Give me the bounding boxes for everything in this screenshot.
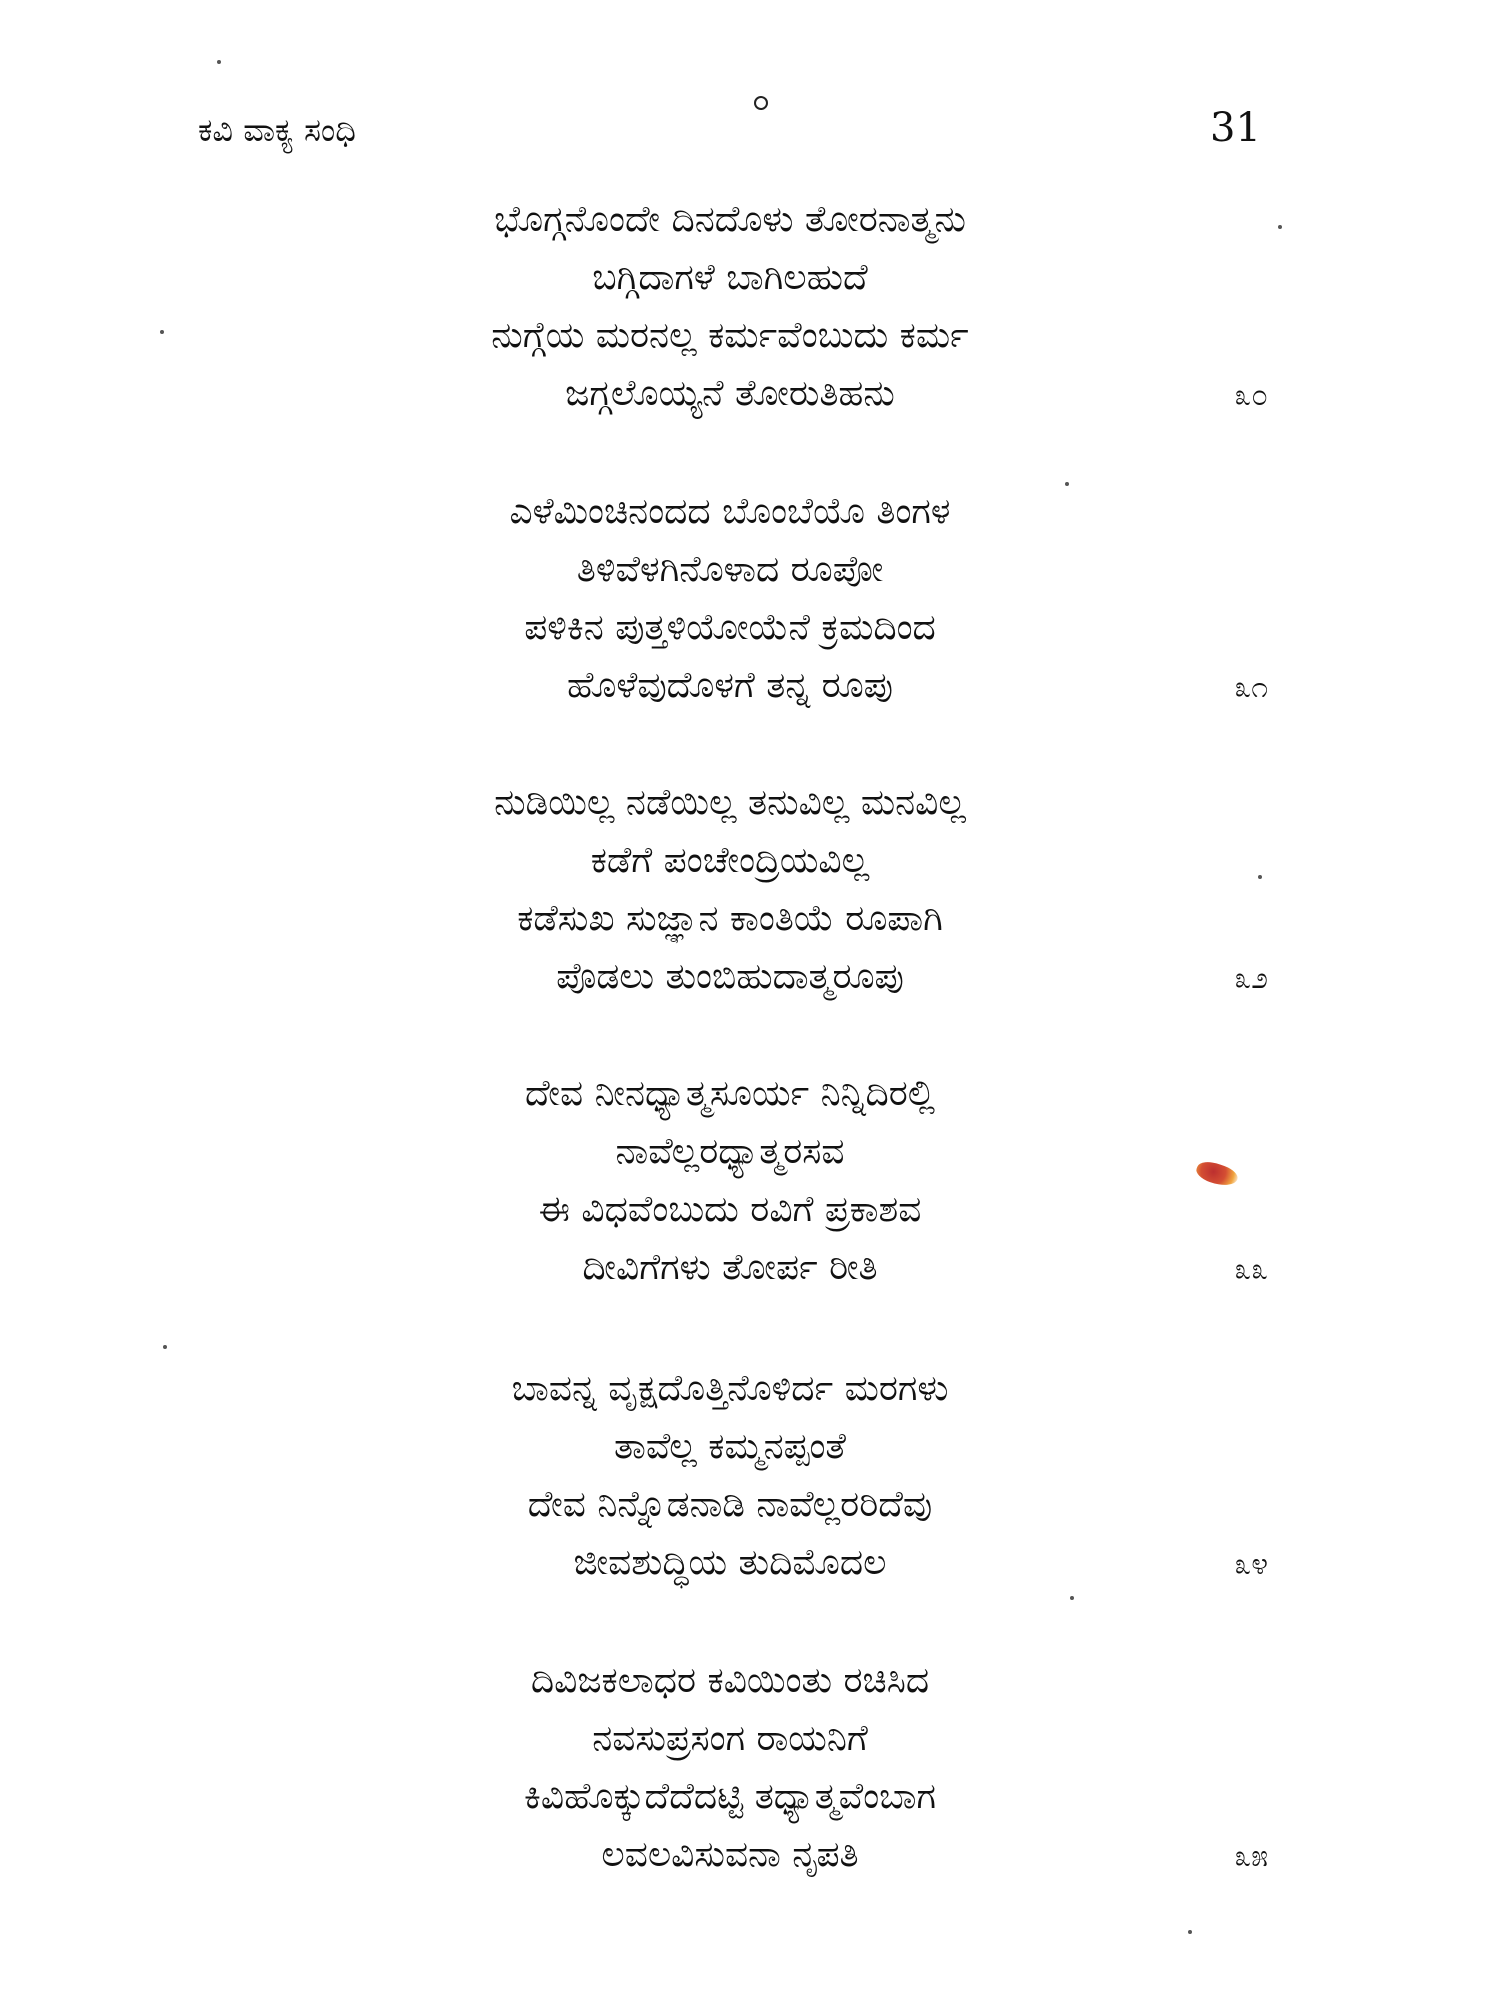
stanza-line: ಜಗ್ಗಲೊಯ್ಯನೆ ತೋರುತಿಹನು xyxy=(565,373,895,414)
stanza-line: ಪೊಡಲು ತುಂಬಿಹುದಾತ್ಮರೂಪು xyxy=(556,956,904,997)
verse-number: ೩೦ xyxy=(1234,378,1268,413)
stanza-line: ಎಳೆಮಿಂಚಿನಂದದ ಬೊಂಬೆಯೊ ತಿಂಗಳ xyxy=(509,491,951,532)
stanza-line: ಕಿವಿಹೊಕ್ಕುದೆದೆದಟ್ಟಿ ತಧ್ಯಾತ್ಮವೆಂಬಾಗ xyxy=(524,1776,936,1817)
stanza-line: ಲವಲವಿಸುವನಾ ನೃಪತಿ xyxy=(601,1834,859,1875)
stanza-line: ನುಗ್ಗೆಯ ಮರನಲ್ಲ ಕರ್ಮವೆಂಬುದು ಕರ್ಮ xyxy=(491,315,969,356)
stanza-line: ದಿವಿಜಕಲಾಧರ ಕವಿಯಿಂತು ರಚಿಸಿದ xyxy=(530,1660,930,1701)
stanza-line: ಕಡೆಗೆ ಪಂಚೇಂದ್ರಿಯವಿಲ್ಲ xyxy=(590,840,870,881)
top-mark xyxy=(754,96,768,110)
stanza-line: ತಾವೆಲ್ಲ ಕಮ್ಮನಪ್ಪಂತೆ xyxy=(614,1426,846,1467)
verse-number: ೩೩ xyxy=(1234,1252,1268,1287)
dust-speck xyxy=(217,60,221,64)
dust-speck xyxy=(160,330,164,334)
dust-speck xyxy=(1278,225,1282,229)
stanza-line: ಬಾವನ್ನ ವೃಕ್ಷದೊತ್ತಿನೊಳಿರ್ದ ಮರಗಳು xyxy=(511,1368,949,1409)
dust-speck xyxy=(1258,875,1262,879)
stanza-line: ನುಡಿಯಿಲ್ಲ ನಡೆಯಿಲ್ಲ ತನುವಿಲ್ಲ ಮನವಿಲ್ಲ xyxy=(494,782,966,823)
stanza-line: ದೇವ ನೀನಧ್ಯಾತ್ಮಸೂರ್ಯ ನಿನ್ನಿದಿರಲ್ಲಿ xyxy=(524,1073,936,1114)
stanza-line: ಜೀವಶುದ್ಧಿಯ ತುದಿಮೊದಲ xyxy=(573,1542,887,1583)
dust-speck xyxy=(1070,1596,1074,1600)
stanza-line: ತಿಳಿವೆಳಗಿನೊಳಾದ ರೂಪೋ xyxy=(576,549,884,590)
stanza-line: ಕಡೆಸುಖ ಸುಜ್ಞಾನ ಕಾಂತಿಯೆ ರೂಪಾಗಿ xyxy=(517,898,943,939)
dust-speck xyxy=(1188,1930,1192,1934)
stanza-line: ಈ ವಿಧವೆಂಬುದು ರವಿಗೆ ಪ್ರಕಾಶವ xyxy=(538,1189,922,1230)
stanza-line: ಹೊಳೆವುದೊಳಗೆ ತನ್ನ ರೂಪು xyxy=(567,665,893,706)
stanza-line: ಭೊಗ್ಗನೊಂದೇ ದಿನದೊಳು ತೋರನಾತ್ಮನು xyxy=(494,199,966,240)
dust-speck xyxy=(163,1345,167,1349)
verse-number: ೩೪ xyxy=(1234,1547,1268,1582)
stanza-line: ಬಗ್ಗಿದಾಗಳೆ ಬಾಗಿಲಹುದೆ xyxy=(592,257,868,298)
dust-speck xyxy=(1065,482,1069,486)
stanza-line: ನಾವೆಲ್ಲರಧ್ಯಾತ್ಮರಸವ xyxy=(615,1131,845,1172)
ink-stain xyxy=(1194,1157,1240,1190)
verse-number: ೩೫ xyxy=(1234,1839,1268,1874)
verse-number: ೩೨ xyxy=(1234,961,1268,996)
stanza-line: ನವಸುಪ್ರಸಂಗ ರಾಯನಿಗೆ xyxy=(592,1718,868,1759)
running-header-title: ಕವಿ ವಾಕ್ಯ ಸಂಧಿ xyxy=(198,111,356,149)
stanza-line: ದೇವ ನಿನ್ನೊಡನಾಡಿ ನಾವೆಲ್ಲರರಿದೆವು xyxy=(527,1484,933,1525)
verse-number: ೩೧ xyxy=(1234,670,1268,705)
stanza-line: ದೀವಿಗೆಗಳು ತೋರ್ಪ ರೀತಿ xyxy=(582,1247,878,1288)
page-number: 31 xyxy=(1210,105,1261,151)
stanza-line: ಪಳಿಕಿನ ಪುತ್ತಳಿಯೋಯೆನೆ ಕ್ರಮದಿಂದ xyxy=(524,607,936,648)
